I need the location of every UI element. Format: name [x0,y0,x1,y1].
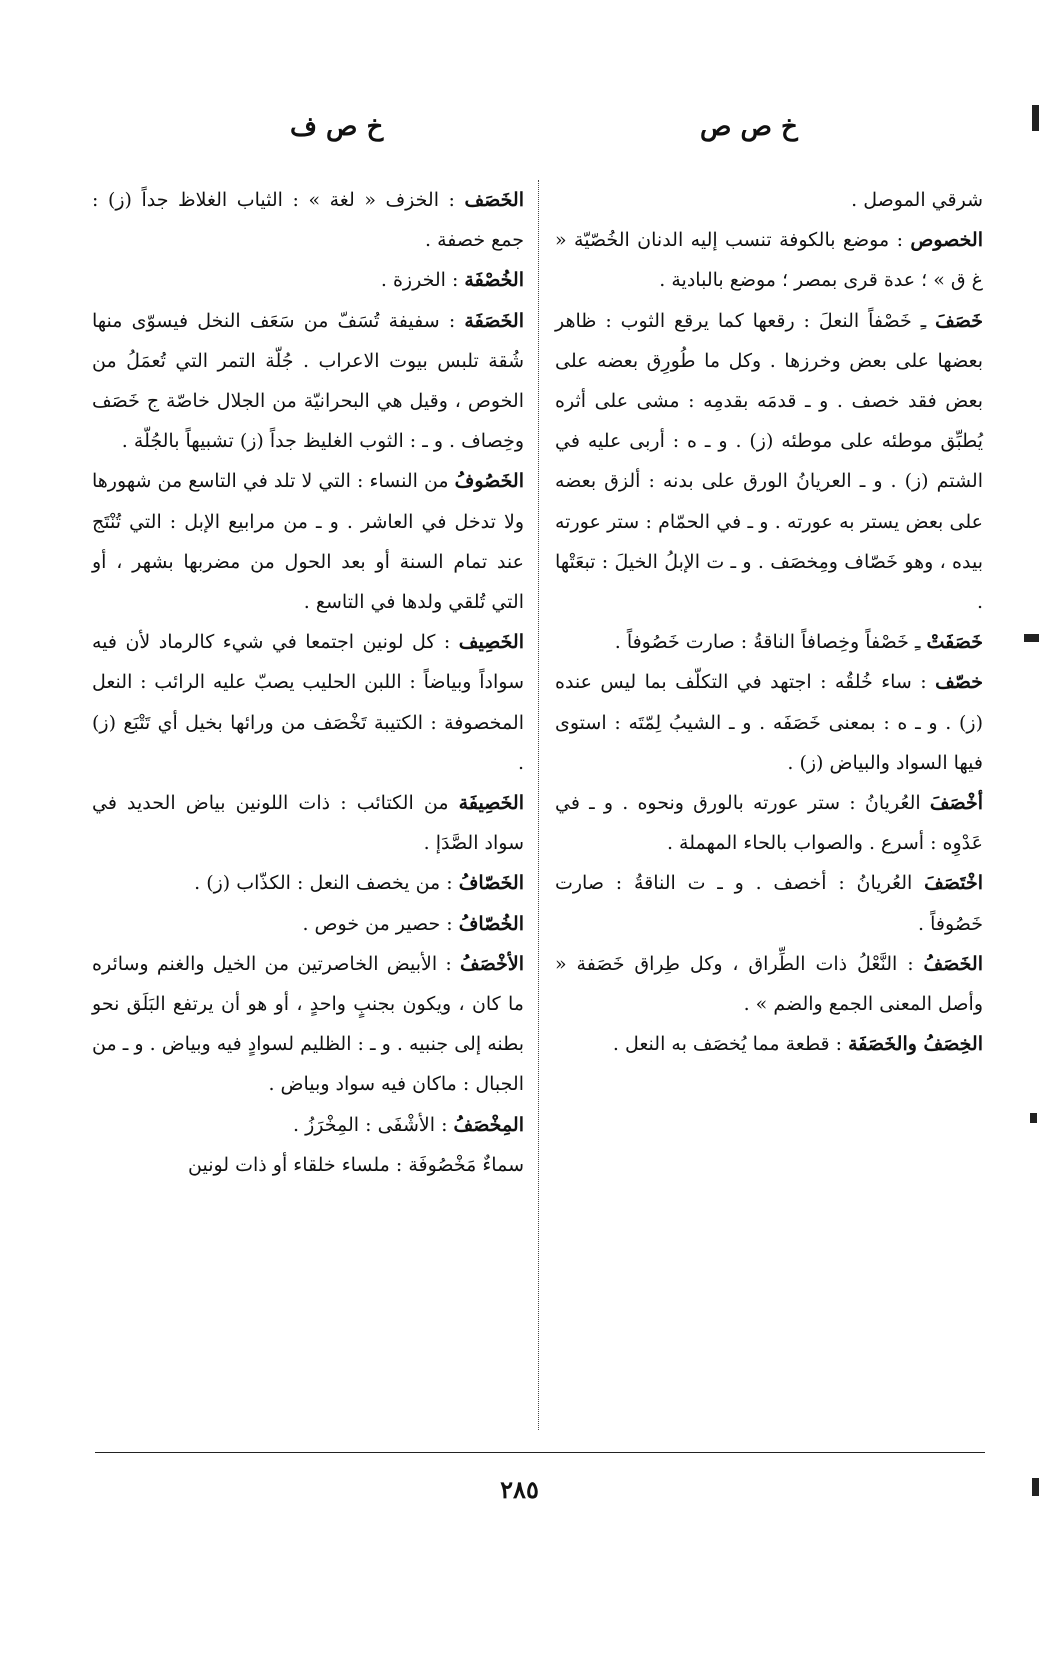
entry-headword: الخَصِيفَة [458,792,524,815]
entry-definition: من النساء : التي لا تلد في التاسع من شهورها ولا تدخل في العاشر . و ـ من مرابيع الإبل : التي تُنْتَج عند تمام السنة أو بعد الحول من مضربها بشهر ، أو التي تُلقي ولدها في التاسع . [92,470,524,614]
entry-headword: خصّف [935,671,983,694]
edge-mark [1032,105,1039,131]
dictionary-entry [555,622,983,662]
entry-definition: ـِ خَصْفاً وخِصافاً الناقةُ : صارت خَصُوفاً . [614,631,927,654]
dictionary-entry [92,863,524,903]
dictionary-entry [92,1105,524,1145]
dictionary-entry [555,783,983,863]
dictionary-entry [92,783,524,863]
entry-definition: : سفيفة تُسَفّ من سَعَف النخل فيسوّى منها شُقة تلبس بيوت الاعراب . جُلّة التمر التي تُعمَلُ من الخوص ، وقيل هي البحرانيّة من الجلال خاصّة ج خَصَف وخِصاف . و ـ : الثوب الغليظ جداً (ز) تشبيهاً بالجُلّة . [92,309,524,453]
running-header-left: خ ص ف [290,112,384,142]
dictionary-entry [92,180,524,260]
footer-rule [95,1452,985,1453]
entry-headword: المِخْصَفُ [453,1113,524,1136]
dictionary-entry [555,944,983,1024]
dictionary-entry [555,301,983,623]
entry-headword: الخُصْفَة [464,269,524,292]
dictionary-entry [92,904,524,944]
entry-definition: : الخزف « لغة » : الثياب الغلاظ جداً (ز) : جمع خصفة . [92,189,524,252]
dictionary-entry [555,863,983,943]
entry-headword: الخَصّافُ [458,872,524,895]
entry-definition: : الأشْفَى : المِخْرَزُ . [293,1113,454,1136]
entry-definition: العُريانُ : ستر عورته بالورق ونحوه . و ـ في عَدْوِه : أسرع . والصواب بالحاء المهملة . [555,792,983,855]
entry-definition: : موضع بالكوفة تنسب إليه الدنان الخُصّيّة « غ ق » ؛ عدة قرى بمصر ؛ موضع بالبادية . [555,229,983,292]
entry-headword: الخصوص [910,229,983,252]
right-column [555,180,983,1064]
entry-headword: الخَصَفَة [464,309,524,332]
entry-definition: : الخرزة . [380,269,465,292]
left-column [92,180,524,1185]
entry-definition: سماءٌ مَخْصُوفَة : ملساء خلقاء أو ذات لونين [188,1153,524,1176]
dictionary-entry [92,461,524,622]
entry-headword: الخُصّافُ [458,912,524,935]
entry-definition: : من يخصف النعل : الكذّاب (ز) . [194,872,459,895]
entry-definition: شرقي الموصل . [851,189,983,211]
entry-headword: الخَصُوفُ [454,470,524,493]
entry-headword: خَصَفَ [935,309,983,332]
entry-headword: اخْتَصَفَ [924,872,983,895]
entry-definition: العُريانُ : أخصف . و ـ ت الناقةُ : صارت خَصُوفاً . [555,872,983,935]
edge-mark [1030,1113,1037,1123]
dictionary-entry [92,944,524,1105]
entry-headword: الخِصَفُ والخَصَفَة [848,1033,983,1056]
dictionary-entry [555,220,983,300]
running-header-right: خ ص ص [700,112,798,142]
page-number: ٢٨٥ [500,1475,539,1504]
dictionary-entry [555,1024,983,1064]
entry-definition: : الأبيض الخاصرتين من الخيل والغنم وسائره ما كان ، ويكون بجنبٍ واحدٍ ، أو هو أن يرتفع البَلَق نحو بطنه إلى جنبيه . و ـ : الظليم لسوادٍ فيه وبياض . و ـ من الجبال : ماكان فيه سواد وبياض . [92,952,524,1096]
entry-definition: : ساء خُلقُه : اجتهد في التكلّف بما ليس عنده (ز) . و ـ ه : بمعنى خَصَفَه . و ـ الشيبُ لِمّتَه : استوى فيها السواد والبياض (ز) . [555,671,983,774]
entry-headword: خَصَفَتْ [926,631,983,654]
edge-mark [1032,1478,1039,1496]
entry-headword: الأخْصَفُ [459,952,524,975]
column-divider [538,180,539,1430]
entry-definition: : كل لونين اجتمعا في شيء كالرماد لأن فيه سواداً وبياضاً : اللبن الحليب يصبّ عليه الرائب : النعل المخصوفة : الكتيبة تَخْصَف من ورائها بخيل أي تَتْبَع (ز) . [92,631,524,774]
dictionary-entry [92,622,524,783]
entry-headword: الخَصَف [464,189,524,211]
entry-headword: أخْصَفَ [929,792,983,815]
dictionary-entry [555,662,983,783]
entry-definition: : قطعة مما يُخصَف به النعل . [612,1033,849,1056]
dictionary-entry [92,1145,524,1185]
dictionary-entry [92,260,524,300]
entry-headword: الخَصَفُ [923,952,983,975]
entry-headword: الخَصِيف [458,631,524,654]
entry-definition: من الكتائب : ذات اللونين بياض الحديد في سواد الصَّدَإ . [92,792,524,855]
entry-definition: : حصير من خوص . [302,912,459,935]
entry-definition: ـِ خَصْفاً النعلَ : رقعها كما يرقع الثوب : ظاهر بعضها على بعض وخرزها . وكل ما طُورِق بعضه على بعض فقد خصف . و ـ قدمَه بقدمِه : مشى على أثره يُطبِّق موطئه على موطئه (ز) . و ـ ه : أربى عليه في الشتم (ز) . و ـ العريانُ الورق على بدنه : ألزق بعضه على بعض يستر به عورته . و ـ في الحمّام : ستر عورته بيده ، وهو خَصّاف ومِخصَف . و ـ ت الإبلُ الخيلَ : تبعَتْها . [555,309,983,614]
entry-definition: : النَّعْلُ ذات الطِّراق ، وكل طِراق خَصَفة « وأصل المعنى الجمع والضم » . [555,952,983,1016]
dictionary-entry [555,180,983,220]
dictionary-entry [92,301,524,462]
edge-mark [1024,634,1039,642]
